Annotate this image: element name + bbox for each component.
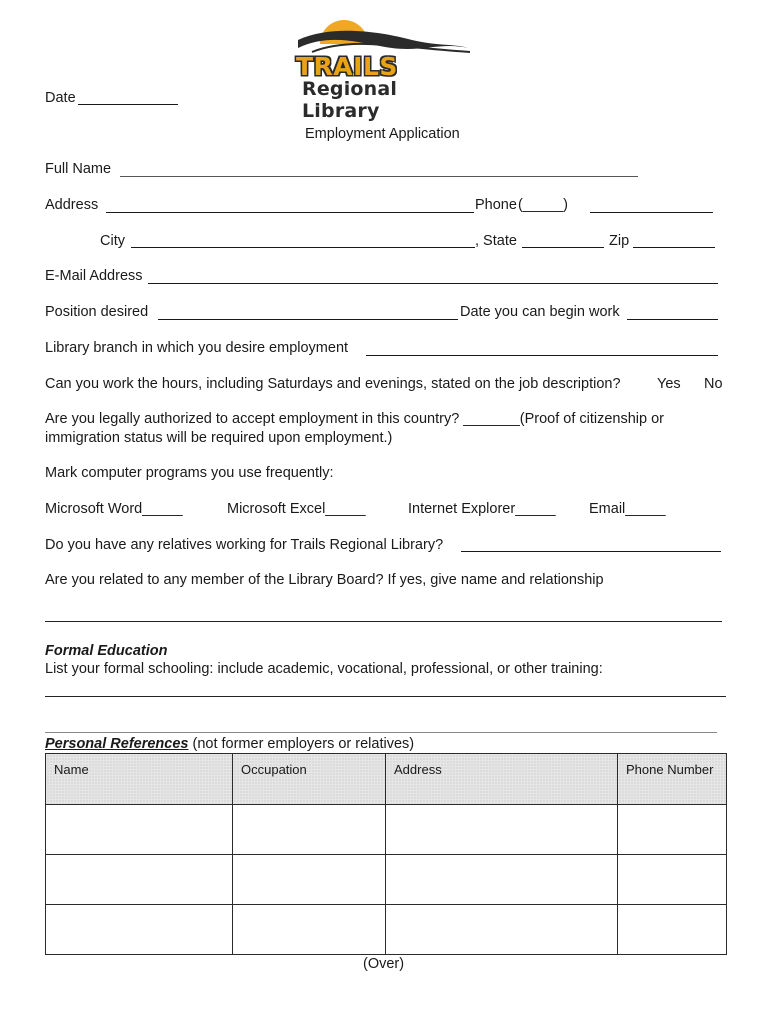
education-instructions: List your formal schooling: include academic, vocational, professional, or other training: — [45, 661, 603, 677]
begin-work-label: Date you can begin work — [460, 304, 620, 320]
programs-question: Mark computer programs you use frequently: — [45, 465, 334, 481]
program-excel[interactable]: Microsoft Excel_____ — [227, 501, 366, 517]
reference-address-cell[interactable] — [386, 905, 618, 955]
page-footer: (Over) — [363, 956, 405, 972]
program-word[interactable]: Microsoft Word_____ — [45, 501, 183, 517]
logo-subtitle: Regional Library — [302, 78, 398, 122]
education-heading: Formal Education — [45, 643, 168, 659]
address-label: Address — [45, 197, 99, 213]
email-field[interactable] — [148, 283, 718, 284]
city-label: City — [100, 233, 125, 249]
references-table — [45, 753, 727, 955]
reference-occupation-cell[interactable] — [233, 855, 386, 905]
reference-phone-cell[interactable] — [618, 805, 727, 855]
authorized-question: Are you legally authorized to accept employment in this country? _______(Proof of citizenship or — [45, 411, 665, 427]
reference-address-cell[interactable] — [386, 805, 618, 855]
table-header-row — [46, 754, 727, 805]
reference-occupation-cell[interactable] — [233, 805, 386, 855]
date-field[interactable] — [78, 104, 178, 105]
address-field[interactable] — [106, 212, 474, 213]
zip-label: Zip — [609, 233, 630, 249]
reference-phone-cell[interactable] — [618, 905, 727, 955]
phone-field[interactable] — [590, 212, 713, 213]
section-divider — [45, 732, 717, 733]
column-header-address: Address — [386, 754, 618, 805]
city-field[interactable] — [131, 247, 475, 248]
full-name-label: Full Name — [45, 161, 112, 177]
table-row — [46, 855, 727, 905]
email-label: E-Mail Address — [45, 268, 143, 284]
zip-field[interactable] — [633, 247, 715, 248]
logo-wordmark: TRAILS — [296, 52, 398, 81]
hours-no-option[interactable]: No — [704, 376, 723, 392]
reference-name-cell[interactable] — [46, 805, 233, 855]
phone-area-code[interactable]: (_____) — [518, 197, 568, 213]
full-name-field[interactable] — [120, 176, 638, 177]
reference-occupation-cell[interactable] — [233, 905, 386, 955]
branch-label: Library branch in which you desire employment — [45, 340, 349, 356]
state-label: , State — [475, 233, 517, 249]
reference-name-cell[interactable] — [46, 855, 233, 905]
position-label: Position desired — [45, 304, 149, 320]
date-label: Date — [45, 90, 76, 106]
position-field[interactable] — [158, 319, 458, 320]
phone-label: Phone — [475, 197, 517, 213]
board-question: Are you related to any member of the Library Board? If yes, give name and relationship — [45, 572, 604, 588]
branch-field[interactable] — [366, 355, 718, 356]
column-header-name: Name — [46, 754, 233, 805]
relatives-question: Do you have any relatives working for Trails Regional Library? — [45, 537, 444, 553]
table-row — [46, 905, 727, 955]
board-answer-line[interactable] — [45, 621, 722, 622]
references-heading-row — [45, 736, 414, 752]
reference-address-cell[interactable] — [386, 855, 618, 905]
reference-name-cell[interactable] — [46, 905, 233, 955]
library-logo — [292, 18, 474, 122]
begin-work-field[interactable] — [627, 319, 718, 320]
hours-yes-option[interactable]: Yes — [657, 376, 681, 392]
education-answer-line[interactable] — [45, 696, 726, 697]
column-header-occupation: Occupation — [233, 754, 386, 805]
column-header-phone: Phone Number — [618, 754, 727, 805]
program-internet-explorer[interactable]: Internet Explorer_____ — [408, 501, 556, 517]
references-note: (not former employers or relatives) — [188, 736, 415, 752]
form-title: Employment Application — [305, 126, 460, 142]
program-email[interactable]: Email_____ — [589, 501, 666, 517]
table-row — [46, 805, 727, 855]
reference-phone-cell[interactable] — [618, 855, 727, 905]
state-field[interactable] — [522, 247, 604, 248]
relatives-field[interactable] — [461, 551, 721, 552]
hours-question: Can you work the hours, including Saturdays and evenings, stated on the job description? — [45, 376, 621, 392]
references-heading: Personal References — [45, 736, 189, 752]
authorized-note: immigration status will be required upon employment.) — [45, 430, 393, 446]
